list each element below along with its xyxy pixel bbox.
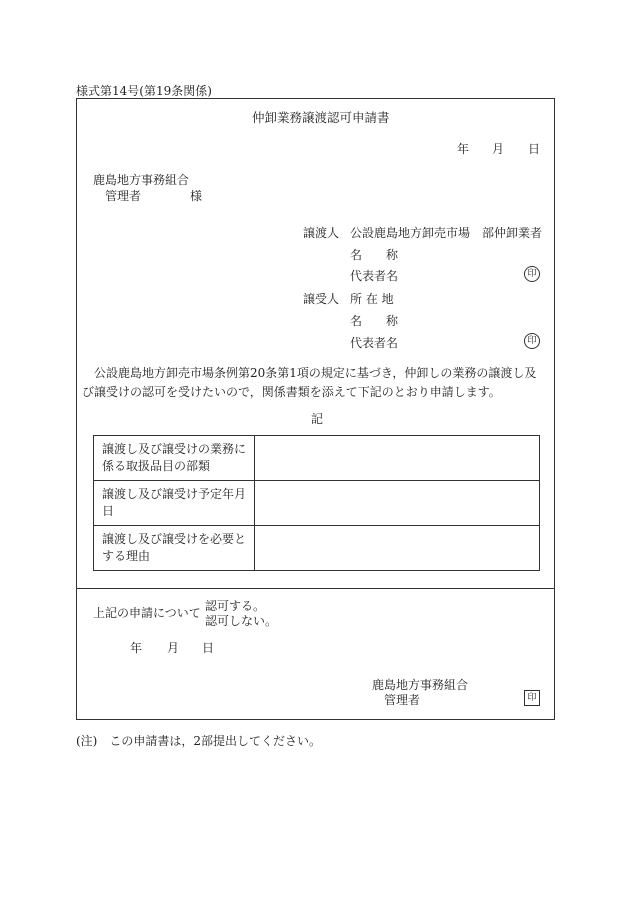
transferee-address-label: 所 在 地 — [350, 292, 394, 306]
transferee-name-label: 名 称 — [350, 314, 399, 328]
transferee-label: 譲受人 — [303, 292, 340, 306]
item-value-field[interactable] — [255, 526, 540, 571]
table-row — [94, 481, 540, 526]
form-frame — [76, 98, 555, 720]
application-body-text: 公設鹿島地方卸売市場条例第20条第1項の規定に基づき，仲卸しの業務の譲渡し及び譲受けの認可を受けたいので，関係書類を添えて下記のとおり申請します。 — [82, 366, 537, 399]
transferor-label: 譲渡人 — [303, 226, 340, 240]
issuer-seal-icon: 印 — [524, 690, 540, 706]
addressee-honorific: 様 — [190, 189, 203, 203]
decision-prefix: 上記の申請について — [93, 606, 201, 620]
transferor-rep-label: 代表者名 — [350, 269, 399, 283]
item-value-field[interactable] — [255, 481, 540, 526]
item-label: 譲渡し及び譲受け予定年月日 — [94, 481, 255, 526]
footnote: (注) この申請書は，2部提出してください。 — [76, 734, 321, 748]
item-value-field[interactable] — [255, 436, 540, 481]
addressee-manager: 管理者 — [105, 189, 142, 203]
ki-heading: 記 — [311, 412, 324, 426]
item-label: 譲渡し及び譲受けの業務に係る取扱品目の部類 — [94, 436, 255, 481]
section-divider — [76, 588, 555, 589]
addressee-org: 鹿島地方事務組合 — [93, 173, 190, 187]
decision-approve-option: 認可する。 — [205, 599, 266, 613]
decision-date-month: 月 — [167, 641, 180, 655]
transferor-name-label: 名 称 — [350, 248, 399, 262]
decision-date-year: 年 — [130, 641, 143, 655]
table-row — [94, 526, 540, 571]
table-row — [94, 436, 540, 481]
date-month: 月 — [492, 142, 505, 156]
transferee-seal-icon: 印 — [524, 333, 540, 349]
form-title: 仲卸業務譲渡認可申請書 — [252, 110, 390, 125]
transferor-seal-icon: 印 — [524, 266, 540, 282]
issuer-org: 鹿島地方事務組合 — [372, 678, 469, 692]
form-number: 様式第14号(第19条関係) — [76, 84, 212, 98]
transferor-market: 公設鹿島地方卸売市場 部仲卸業者 — [350, 226, 543, 240]
issuer-manager: 管理者 — [384, 693, 421, 707]
decision-deny-option: 認可しない。 — [205, 614, 278, 628]
transferee-rep-label: 代表者名 — [350, 336, 399, 350]
date-day: 日 — [528, 142, 541, 156]
item-label: 譲渡し及び譲受けを必要とする理由 — [94, 526, 255, 571]
decision-date-day: 日 — [202, 641, 215, 655]
items-table — [93, 435, 540, 571]
date-year: 年 — [457, 142, 470, 156]
